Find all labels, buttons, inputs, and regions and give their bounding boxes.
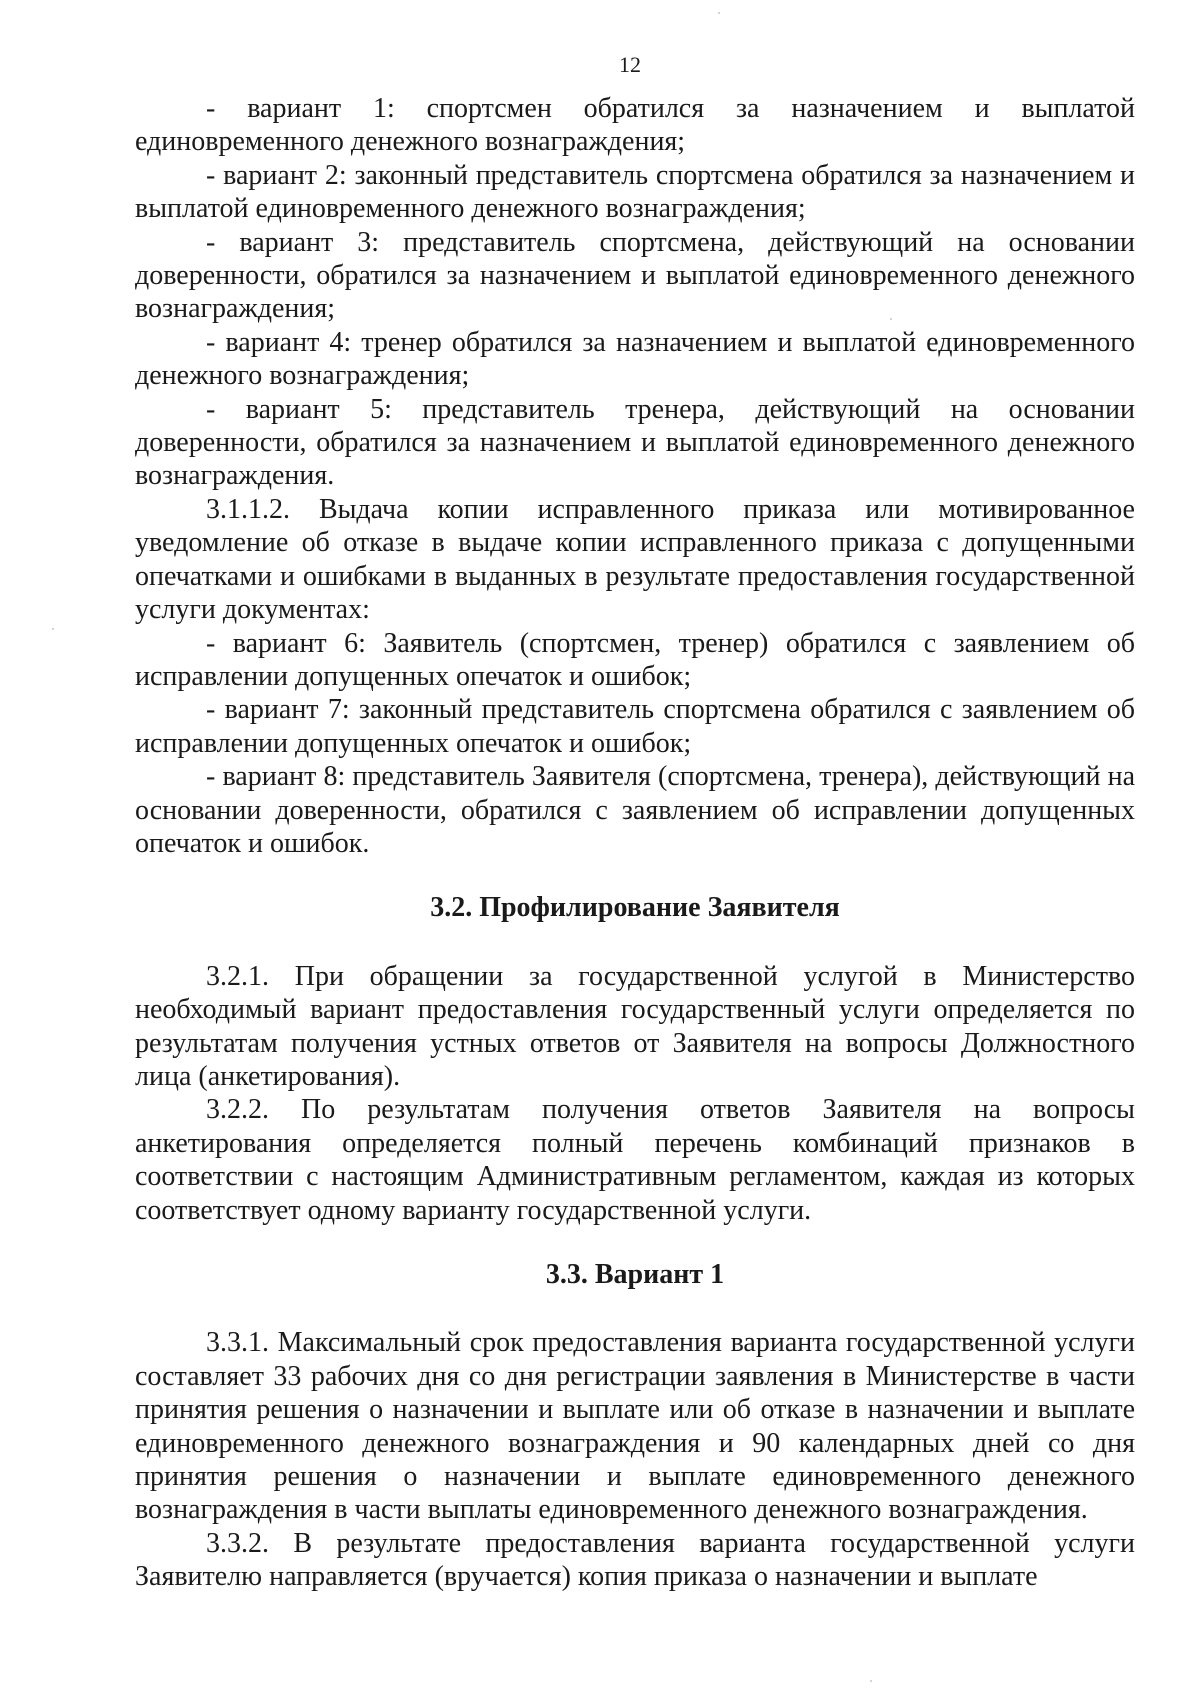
- scan-artifact: [52, 628, 54, 630]
- scan-artifact: [870, 1680, 872, 1682]
- paragraph-3-2-2: 3.2.2. По результатам получения ответов Заявителя на вопросы анкетирования определяется полный перечень комбинаций признаков в соответствии с настоящим Административным регламентом, каждая из которых соответствует одному варианту государственной услуги.: [135, 1094, 1135, 1226]
- paragraph-3-3-2: 3.3.2. В результате предоставления варианта государственной услуги Заявителю направляется (вручается) копия приказа о назначении и выплате: [135, 1527, 1135, 1593]
- paragraph-variant-5: - вариант 5: представитель тренера, действующий на основании доверенности, обратился за назначением и выплатой единовременного денежного вознаграждения.: [135, 393, 1135, 492]
- paragraph-3-1-1-2: 3.1.1.2. Выдача копии исправленного приказа или мотивированное уведомление об отказе в выдаче копии исправленного приказа с допущенными опечатками и ошибками в выданных в результате предоставления государственной услуги документах:: [135, 493, 1135, 626]
- paragraph-3-3-1: 3.3.1. Максимальный срок предоставления варианта государственной услуги составляет 33 рабочих дня со дня регистрации заявления в Министерстве в части принятия решения о назначении и выплате или об отказе в назначении и выплате единовременного денежного вознаграждения и 90 календарных дней со дня принятия решения о назначении и выплате единовременного денежного вознаграждения в части выплаты единовременного денежного вознаграждения.: [135, 1327, 1135, 1526]
- paragraph-variant-1: - вариант 1: спортсмен обратился за назначением и выплатой единовременного денежного вознаграждения;: [135, 93, 1135, 158]
- paragraph-variant-6: - вариант 6: Заявитель (спортсмен, тренер) обратился с заявлением об исправлении допущенных опечаток и ошибок;: [135, 627, 1135, 692]
- scan-artifact: [718, 12, 720, 14]
- page-number: 12: [619, 52, 641, 77]
- section-heading-3-3: 3.3. Вариант 1: [545, 1259, 725, 1290]
- paragraph-variant-3: - вариант 3: представитель спортсмена, действующий на основании доверенности, обратился за назначением и выплатой единовременного денежного вознаграждения;: [135, 226, 1135, 325]
- paragraph-3-2-1: 3.2.1. При обращении за государственной услугой в Министерство необходимый вариант предоставления государственный услуги определяется по результатам получения устных ответов от Заявителя на вопросы Должностного лица (анкетирования).: [135, 960, 1135, 1092]
- paragraph-variant-7: - вариант 7: законный представитель спортсмена обратился с заявлением об исправлении допущенных опечаток и ошибок;: [135, 694, 1135, 759]
- document-body: [135, 92, 1135, 1594]
- scan-artifact: [890, 318, 892, 320]
- paragraph-variant-2: - вариант 2: законный представитель спортсмена обратился за назначением и выплатой единовременного денежного вознаграждения;: [135, 159, 1135, 225]
- paragraph-variant-8: - вариант 8: представитель Заявителя (спортсмена, тренера), действующий на основании доверенности, обратился с заявлением об исправлении допущенных опечаток и ошибок.: [135, 761, 1135, 859]
- paragraph-variant-4: - вариант 4: тренер обратился за назначением и выплатой единовременного денежного вознаграждения;: [135, 326, 1135, 392]
- section-heading-3-2: 3.2. Профилирование Заявителя: [430, 892, 840, 924]
